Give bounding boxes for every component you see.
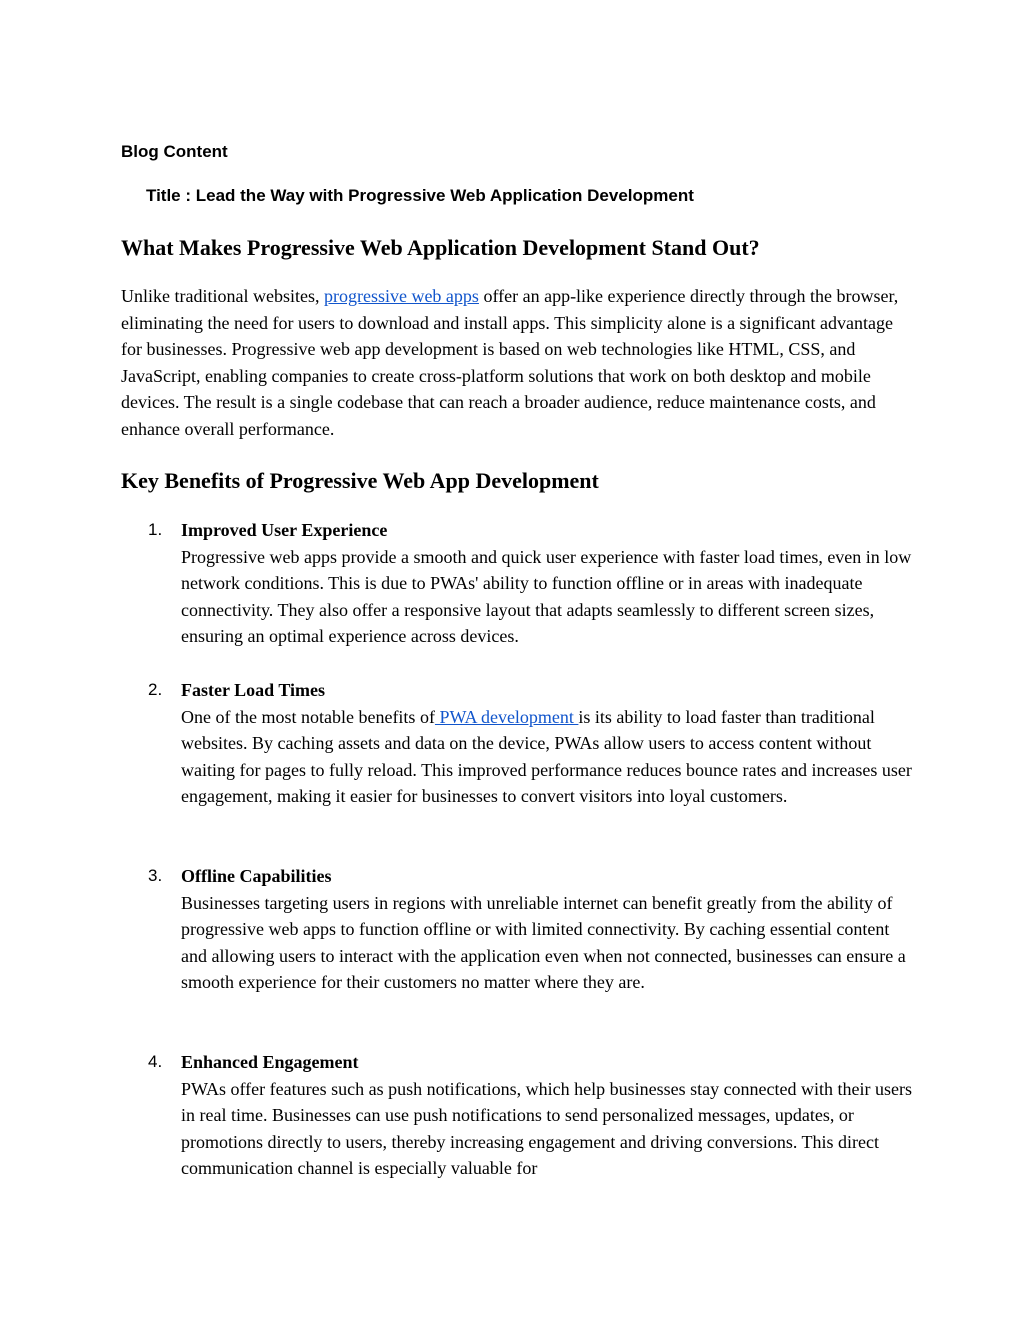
list-item-body — [181, 1049, 913, 1182]
document-title: Title : Lead the Way with Progressive Web Application Development — [146, 186, 694, 205]
list-item-title: Offline Capabilities — [181, 866, 332, 886]
list-number: 3. — [148, 866, 163, 885]
list-item-text: Businesses targeting users in regions with unreliable internet can benefit greatly from the ability of progressive web apps to function offline or with limited connectivity. By caching essential content and allowing users to interact with the application even when not connected, businesses can ensure a smooth experience for their customers no matter where they are. — [181, 892, 906, 993]
list-item-text: Progressive web apps provide a smooth and quick user experience with faster load times, even in low network conditions. This is due to PWAs' ability to function offline or in areas with inadequate connectivity. They also offer a responsive layout that adapts seamlessly to different screen sizes, ensuring an optimal experience across devices. — [181, 546, 912, 647]
list-number: 1. — [148, 520, 163, 539]
list-item-text-start: One of the most notable benefits of — [181, 706, 435, 727]
list-item-body — [181, 863, 913, 996]
list-item-title: Enhanced Engagement — [181, 1052, 359, 1072]
list-item-text-end: is its ability to load faster than traditional websites. By caching assets and data on the device, PWAs allow users to access content without waiting for pages to fully reload. This improved performance reduces bounce rates and increases user engagement, making it easier for businesses to convert visitors into loyal customers. — [181, 706, 912, 807]
list-item-body — [181, 517, 913, 650]
list-item-body — [181, 677, 913, 810]
section-heading-stand-out: What Makes Progressive Web Application Development Stand Out? — [121, 235, 760, 260]
list-item-title: Improved User Experience — [181, 520, 388, 540]
list-number: 2. — [148, 680, 163, 699]
intro-text-start: Unlike traditional websites, — [121, 286, 324, 306]
list-item-text: PWAs offer features such as push notifications, which help businesses stay connected with their users in real time. Businesses can use push notifications to send personalized messages, updates, or promotions directly to users, thereby increasing engagement and driving conversions. This direct communication channel is especially valuable for — [181, 1078, 913, 1179]
intro-paragraph — [121, 283, 911, 443]
progressive-web-apps-link[interactable]: progressive web apps — [323, 286, 479, 306]
intro-text-end: offer an app-like experience directly through the browser, eliminating the need for users to download and install apps. This simplicity alone is a significant advantage for businesses. Progressive web app development is based on web technologies like HTML, CSS, and JavaScript, enabling companies to create cross-platform solutions that work on both desktop and mobile devices. The result is a single codebase that can reach a broader audience, reduce maintenance costs, and enhance overall performance. — [121, 286, 899, 439]
document-label: Blog Content — [121, 142, 228, 161]
list-number: 4. — [148, 1052, 163, 1071]
section-heading-key-benefits: Key Benefits of Progressive Web App Development — [121, 468, 599, 493]
list-item-text — [181, 704, 913, 810]
pwa-development-link[interactable]: PWA development — [434, 706, 579, 727]
list-item-title: Faster Load Times — [181, 680, 326, 700]
